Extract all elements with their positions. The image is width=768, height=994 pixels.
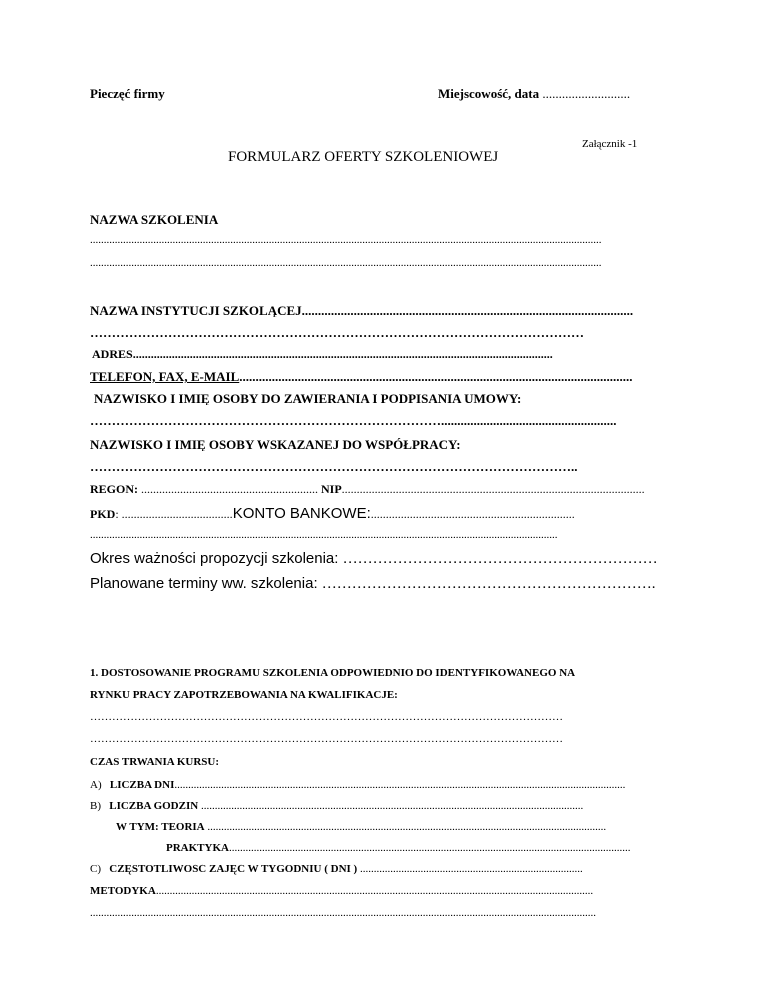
days-count-field bbox=[90, 780, 674, 791]
weekly-frequency-field bbox=[90, 864, 674, 875]
contract-person-label: NAZWISKO I IMIĘ OSOBY DO ZAWIERANIA I PODPISANIA UMOWY: bbox=[94, 392, 522, 405]
methodology-label: METODYKA bbox=[90, 886, 156, 897]
address-label: ADRES bbox=[92, 348, 133, 360]
bank-account-dots-line-2: .......................................................................................................................................................................... bbox=[90, 530, 558, 541]
planned-terms-label: Planowane terminy ww. szkolenia: bbox=[90, 576, 322, 592]
pkd-dots: : ..................................... bbox=[115, 507, 233, 521]
attachment-label: Załącznik -1 bbox=[582, 138, 638, 150]
training-name-dots-2: .......................................................................................................................................................................................... bbox=[90, 258, 602, 269]
validity-label: Okres ważności propozycji szkolenia: bbox=[90, 551, 343, 567]
address-field bbox=[92, 348, 676, 360]
contract-person-dots: ………………………………………………………………………...................................................... bbox=[90, 414, 617, 427]
methodology-field bbox=[90, 886, 674, 897]
validity-dots: ……………………………………………………… bbox=[342, 551, 658, 567]
nip-label: NIP bbox=[318, 483, 342, 495]
coop-person-label: NAZWISKO I IMIĘ OSOBY WSKAZANEJ DO WSPÓŁPRACY: bbox=[90, 438, 461, 451]
theory-dots: ................................................................................................................................................. bbox=[204, 822, 607, 833]
methodology-dots-line-2: ........................................................................................................................................................................................ bbox=[90, 908, 596, 919]
phone-fax-email-dots: ......................................................................................................................... bbox=[239, 370, 633, 383]
coop-person-dots: ………………………………………………………………………………………………….. bbox=[90, 460, 578, 473]
section-1-heading-line-2: RYNKU PRACY ZAPOTRZEBOWANIA NA KWALIFIKACJE: bbox=[90, 690, 398, 701]
section-1-heading-line-1: 1. DOSTOSOWANIE PROGRAMU SZKOLENIA ODPOWIEDNIO DO IDENTYFIKOWANEGO NA bbox=[90, 668, 576, 679]
form-title: FORMULARZ OFERTY SZKOLENIOWEJ bbox=[228, 149, 499, 165]
validity-field bbox=[90, 551, 674, 567]
phone-fax-email-field bbox=[90, 370, 674, 383]
hours-count-field bbox=[90, 801, 674, 812]
days-count-dots: .................................................................................................................................................................... bbox=[174, 780, 626, 791]
company-stamp-label bbox=[90, 87, 165, 100]
training-name-label: NAZWA SZKOLENIA bbox=[90, 213, 219, 226]
institution-label: NAZWA INSTYTUCJI SZKOLĄCEJ bbox=[90, 304, 302, 317]
place-date-dots: ........................... bbox=[539, 86, 631, 101]
address-dots: ............................................................................................................................................ bbox=[132, 348, 553, 360]
weekly-frequency-label: CZĘSTOTLIWOŚĆ ZAJĘĆ W TYGODNIU ( DNI ) bbox=[109, 864, 358, 875]
hours-count-dots: ........................................................................................................................................... bbox=[198, 801, 584, 812]
days-count-label: LICZBA DNI bbox=[109, 780, 175, 791]
bank-account-dots: .................................................................... bbox=[370, 507, 575, 521]
regon-dots: ........................................................... bbox=[138, 483, 318, 495]
weekly-frequency-prefix: C) bbox=[90, 864, 101, 875]
practice-dots: .................................................................................................................................................. bbox=[228, 843, 631, 854]
days-count-prefix: A) bbox=[90, 780, 102, 791]
hours-count-prefix: B) bbox=[90, 801, 101, 812]
pkd-label: PKD bbox=[90, 507, 116, 521]
duration-heading: CZAS TRWANIA KURSU: bbox=[90, 757, 219, 768]
regon-label: REGON: bbox=[90, 483, 138, 495]
company-stamp-text: Pieczęć firmy bbox=[90, 86, 165, 101]
bank-account-label: KONTO BANKOWE: bbox=[232, 506, 371, 521]
nip-dots: ..................................................................................................... bbox=[341, 483, 645, 495]
section-1-dots-1: ………………………………………………………………………………………………………………… bbox=[90, 712, 563, 723]
regon-nip-field bbox=[90, 483, 674, 495]
planned-terms-field bbox=[90, 576, 674, 592]
pkd-bank-field bbox=[90, 506, 674, 521]
institution-dots-line-2: …………………………………………………………………………………………………… bbox=[90, 326, 584, 339]
theory-field bbox=[116, 822, 674, 833]
methodology-dots: ............................................................................................................................................................... bbox=[155, 886, 594, 897]
training-name-dots-1: .......................................................................................................................................................................................... bbox=[90, 235, 602, 246]
place-date-label: Miejscowość, data bbox=[438, 86, 540, 101]
hours-count-label: LICZBA GODZIN bbox=[109, 801, 199, 812]
theory-label: W TYM: TEORIA bbox=[116, 822, 205, 833]
practice-label: PRAKTYKA bbox=[166, 843, 229, 854]
planned-terms-dots: …………………………………………………………. bbox=[321, 576, 656, 592]
weekly-frequency-dots: ................................................................................. bbox=[357, 864, 583, 875]
practice-field bbox=[166, 843, 674, 854]
section-1-dots-2: ………………………………………………………………………………………………………………… bbox=[90, 734, 563, 745]
institution-field bbox=[90, 304, 674, 317]
place-date-field bbox=[438, 87, 630, 100]
institution-dots: ...................................................................................................... bbox=[301, 304, 634, 317]
phone-fax-email-label: TELEFON, FAX, E-MAIL bbox=[90, 370, 240, 383]
